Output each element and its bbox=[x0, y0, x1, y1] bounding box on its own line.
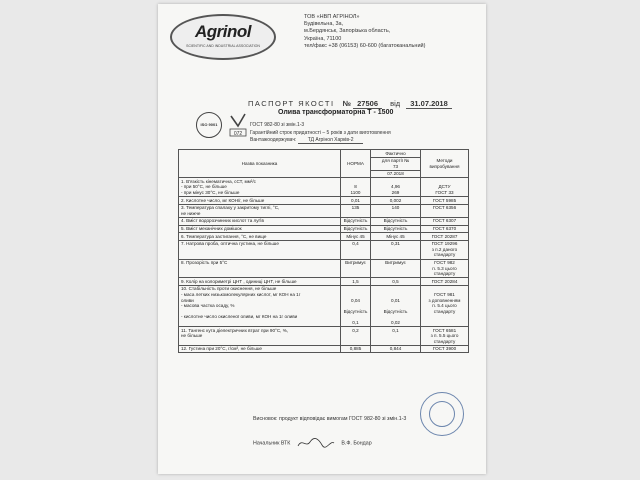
company-address bbox=[304, 14, 425, 50]
indicator-cell: 11. Тангенс кута діелектричних втрат при 90°С, %, не більше bbox=[179, 327, 341, 346]
norm-cell: 0,4 bbox=[341, 240, 371, 259]
table-row bbox=[179, 278, 469, 286]
norm-cell: 1,5 bbox=[341, 278, 371, 286]
warranty-line: Гарантійний строк придатності – 5 років з дати виготовлення bbox=[250, 129, 391, 136]
method-cell: ГОСТ 982 п. 5.3 цього стандарту bbox=[421, 259, 469, 278]
indicator-cell: 2. Кислотне число, мг КОН/г, не більше bbox=[179, 197, 341, 205]
logo-subtitle: SCIENTIFIC AND INDUSTRIAL ASSOCIATION bbox=[186, 44, 260, 48]
indicator-cell: 7. Натрова проба, оптична густина, не більше bbox=[179, 240, 341, 259]
actual-cell: 140 bbox=[371, 204, 421, 217]
header-batch-date: 07.2018 bbox=[371, 170, 421, 178]
table-row bbox=[179, 259, 469, 278]
table-row bbox=[179, 327, 469, 346]
indicator-cell: 9. Колір на колориметрі ЦНТ , одиниці ЦНТ, не більше bbox=[179, 278, 341, 286]
method-cell: ГОСТ 20287 bbox=[421, 233, 469, 241]
norm-cell: 8 1100 bbox=[341, 178, 371, 197]
table-row bbox=[179, 233, 469, 241]
actual-cell: 0,31 bbox=[371, 240, 421, 259]
certification-check-icon bbox=[228, 112, 248, 138]
indicator-cell: 10. Стабільність проти окиснення, не більше - маса летких низькомолекулярних кислот, мг КОН на 1г оливи - масова частка осаду, % - кислотне число окисленої оливи, мг КОН на 1г оливи bbox=[179, 285, 341, 326]
quality-passport-sheet bbox=[158, 4, 486, 474]
standard-line: ГОСТ 982-80 зі змін.1-3 bbox=[250, 122, 305, 128]
actual-cell: 0,002 bbox=[371, 197, 421, 205]
passport-title: ПАСПОРТ ЯКОСТІ bbox=[248, 99, 335, 108]
passport-number: 27506 bbox=[353, 99, 382, 109]
cert-mark-number: 072 bbox=[233, 130, 243, 137]
company-line: Будівельна, 3а, bbox=[304, 21, 344, 28]
norm-cell: Мінус 45 bbox=[341, 233, 371, 241]
actual-cell: 4,96 269 bbox=[371, 178, 421, 197]
indicator-cell: 5. Вміст механічних домішок bbox=[179, 225, 341, 233]
method-cell: ГОСТ 6370 bbox=[421, 225, 469, 233]
passport-number-label: № bbox=[342, 99, 352, 108]
header-norm: НОРМА bbox=[341, 150, 371, 178]
conclusion: Висновок: продукт відповідає вимогам ГОСТ 982-80 зі змін.1-3 bbox=[253, 416, 407, 422]
norm-cell: Витримує bbox=[341, 259, 371, 278]
method-cell: ДСТУ ГОСТ 33 bbox=[421, 178, 469, 197]
table-body bbox=[179, 178, 469, 353]
header-actual: Фактично bbox=[371, 150, 421, 158]
iso-9001-badge: ISO 9001 bbox=[196, 112, 222, 138]
quality-indicators-table bbox=[178, 149, 469, 353]
header-batch-label: для партії № bbox=[381, 158, 410, 164]
actual-cell: 0,01 Відсутність 0,02 bbox=[371, 285, 421, 326]
method-cell: ГОСТ 20284 bbox=[421, 278, 469, 286]
handwritten-signature bbox=[296, 436, 336, 450]
norm-cell: Відсутність bbox=[341, 225, 371, 233]
method-cell: ГОСТ 3900 bbox=[421, 345, 469, 353]
table-row bbox=[179, 225, 469, 233]
logo-name: Agrinol bbox=[195, 22, 251, 41]
consignee-line bbox=[250, 137, 391, 145]
passport-date: 31.07.2018 bbox=[406, 99, 452, 109]
method-cell: ГОСТ 5985 bbox=[421, 197, 469, 205]
actual-cell: Відсутність bbox=[371, 225, 421, 233]
table-row bbox=[179, 217, 469, 225]
method-cell: ГОСТ 6581 з п. 5.5 цього стандарту bbox=[421, 327, 469, 346]
indicator-cell: 8. Прозорість при 5°С bbox=[179, 259, 341, 278]
table-row bbox=[179, 240, 469, 259]
signature-label: Начальник ВТК bbox=[253, 440, 291, 447]
indicator-cell: 4. Вміст водорозчинних кислот та луґів bbox=[179, 217, 341, 225]
norm-cell: 0,01 bbox=[341, 197, 371, 205]
method-cell: ГОСТ 19296 з п.2 даного стандарту bbox=[421, 240, 469, 259]
passport-info bbox=[250, 122, 391, 145]
table-row bbox=[179, 204, 469, 217]
actual-cell: 0,1 bbox=[371, 327, 421, 346]
indicator-cell: 3. Температура спалаху у закритому тиглі, °С, не нижче bbox=[179, 204, 341, 217]
product-name: Олива трансформаторна Т - 1500 bbox=[278, 109, 394, 116]
table-row bbox=[179, 178, 469, 197]
company-seal-stamp bbox=[420, 392, 464, 436]
consignee-label: Вантажоодержувач: bbox=[250, 137, 297, 143]
actual-cell: 0,5 bbox=[371, 278, 421, 286]
consignee-value: ТД Агрінол Харків-2 bbox=[298, 137, 364, 144]
header-indicator-name: Назва показника bbox=[179, 150, 341, 178]
company-line: Україна, 71100 bbox=[304, 35, 342, 42]
indicator-cell: 1. В'язкість кінематична, сСТ, мм²/с - при 50°С, не більше - при мінус 30°С, не більше bbox=[179, 178, 341, 197]
passport-date-label: від bbox=[390, 99, 401, 108]
norm-cell: 0,885 bbox=[341, 345, 371, 353]
indicator-cell: 12. Густина при 20°С, г/см³, не більше bbox=[179, 345, 341, 353]
table-row bbox=[179, 285, 469, 326]
header-batch-number: 73 bbox=[392, 163, 399, 169]
actual-cell: Мінус 45 bbox=[371, 233, 421, 241]
signature-name: В.Ф. Бондар bbox=[341, 440, 372, 447]
agrinol-logo bbox=[170, 14, 276, 60]
method-cell: ГОСТ 6307 bbox=[421, 217, 469, 225]
indicator-cell: 6. Температура застигання, °С, не вище bbox=[179, 233, 341, 241]
norm-cell: 0,04 Відсутність 0,1 bbox=[341, 285, 371, 326]
method-cell: ГОСТ 6356 bbox=[421, 204, 469, 217]
company-line: ТОВ «НВП АГРІНОЛ» bbox=[304, 14, 360, 20]
header-method: Методи випробування bbox=[421, 150, 469, 178]
actual-cell: Відсутність bbox=[371, 217, 421, 225]
company-line: тел/факс +38 (06153) 60-600 (багатоканальний) bbox=[304, 42, 426, 49]
actual-cell: Витримує bbox=[371, 259, 421, 278]
header-batch bbox=[371, 157, 421, 170]
company-line: м.Бердянськ, Запорізька область, bbox=[304, 28, 391, 35]
table-row bbox=[179, 197, 469, 205]
table-row bbox=[179, 345, 469, 353]
passport-title-row bbox=[248, 99, 452, 108]
norm-cell: Відсутність bbox=[341, 217, 371, 225]
method-cell: ГОСТ 981 з доповненням п. 5.4 цього стандарту bbox=[421, 285, 469, 326]
norm-cell: 135 bbox=[341, 204, 371, 217]
norm-cell: 0,2 bbox=[341, 327, 371, 346]
actual-cell: 0,844 bbox=[371, 345, 421, 353]
signature-block bbox=[253, 436, 372, 450]
